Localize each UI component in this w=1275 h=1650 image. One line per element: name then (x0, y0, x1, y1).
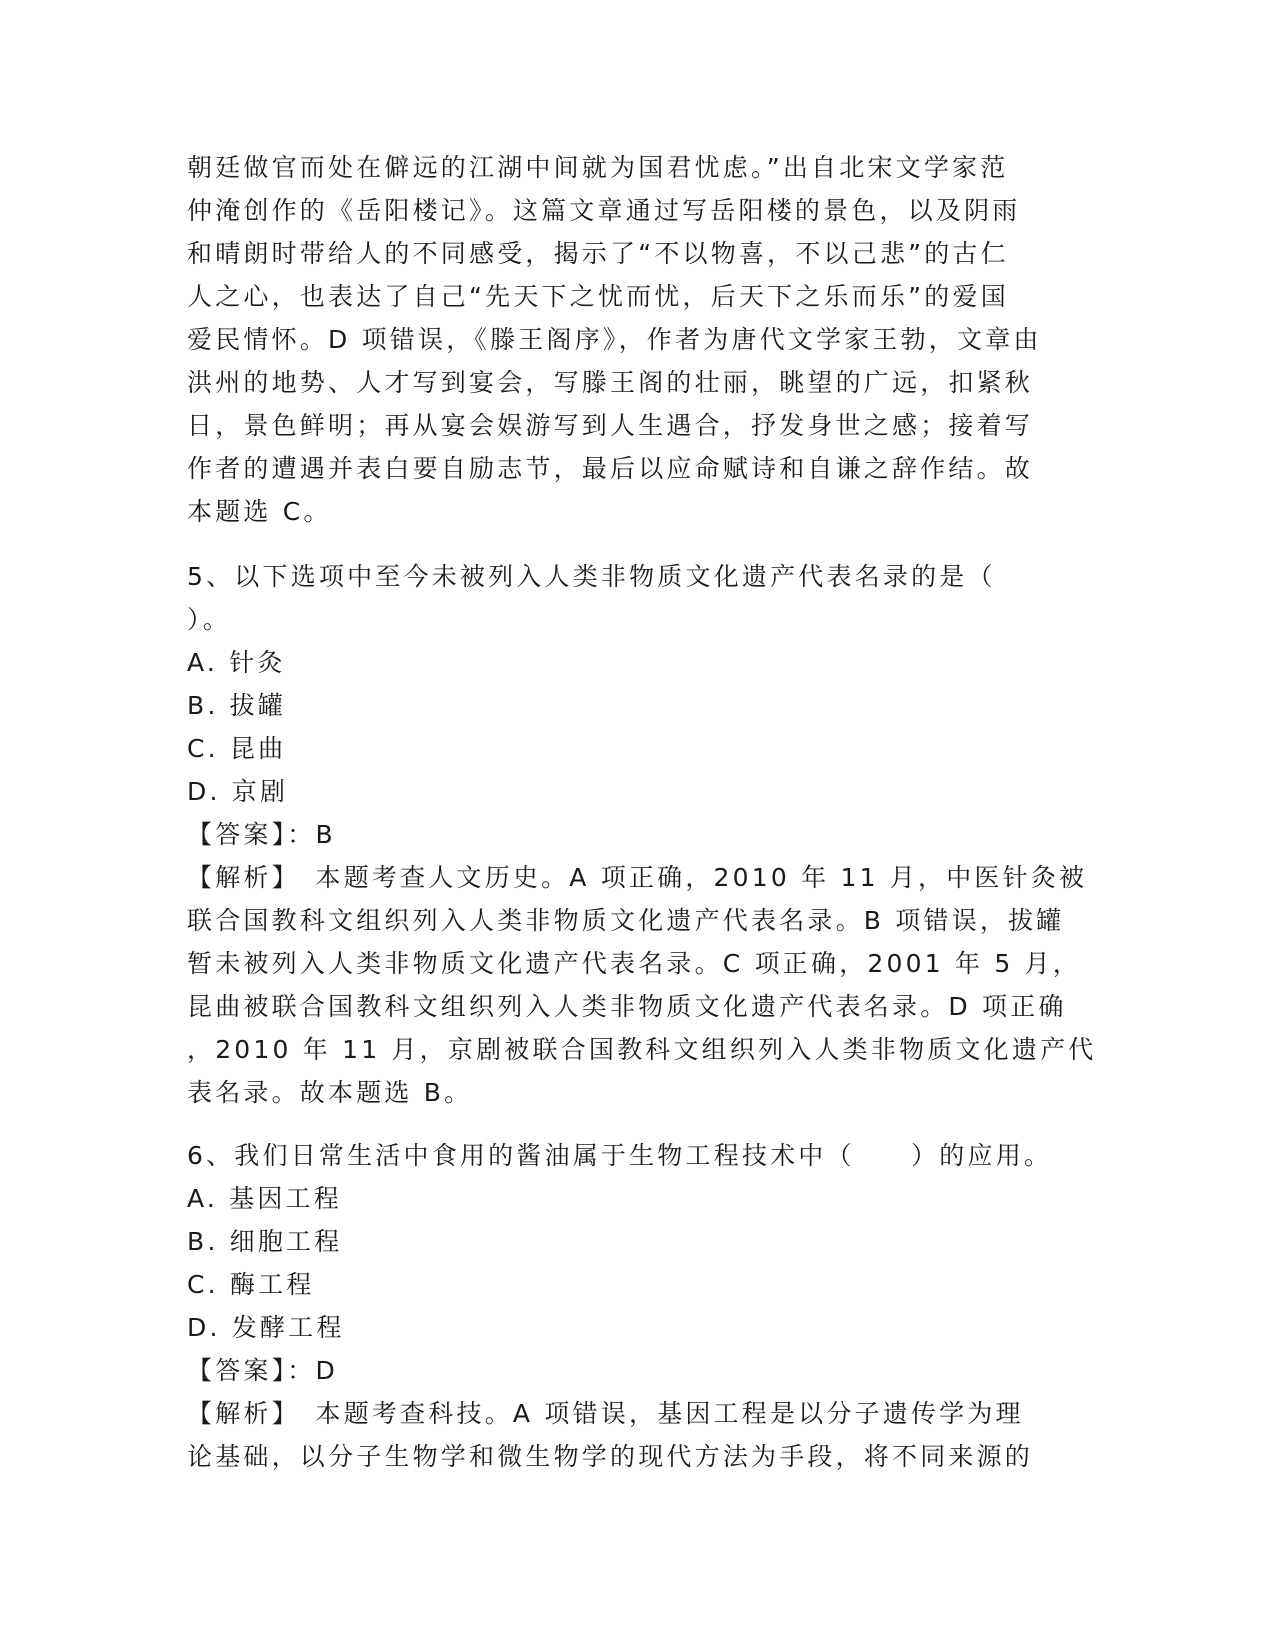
text-line: 日，景色鲜明；再从宴会娱游写到人生遇合，抒发身世之感；接着写 (187, 411, 1034, 440)
analysis-line: 表名录。故本题选 B。 (187, 1078, 473, 1107)
analysis-line: 【解析】 本题考查人文历史。A 项正确，2010 年 11 月，中医针灸被 (187, 863, 1088, 892)
analysis-line: 昆曲被联合国教科文组织列入人类非物质文化遗产代表名录。D 项正确 (187, 992, 1067, 1021)
text-line: 人之心，也表达了自己“先天下之忧而忧，后天下之乐而乐”的爱国 (187, 282, 1009, 311)
text-line: 朝廷做官而处在僻远的江湖中间就为国君忧虑。”出自北宋文学家范 (187, 153, 1009, 182)
text-line: 作者的遭遇并表白要自励志节，最后以应命赋诗和自谦之辞作结。故 (187, 454, 1034, 483)
option-d: D. 京剧 (187, 777, 289, 806)
option-d: D. 发酵工程 (187, 1313, 345, 1342)
text-line: 仲淹创作的《岳阳楼记》。这篇文章通过写岳阳楼的景色，以及阴雨 (187, 196, 1021, 225)
analysis-line: 暂未被列入人类非物质文化遗产代表名录。C 项正确，2001 年 5 月， (187, 949, 1081, 978)
question-6 (187, 1134, 1087, 1478)
previous-explanation (187, 146, 1087, 533)
document-page (187, 146, 1097, 1478)
analysis-line: ，2010 年 11 月，京剧被联合国教科文组织列入人类非物质文化遗产代 (187, 1035, 1097, 1064)
analysis-line: 论基础，以分子生物学和微生物学的现代方法为手段，将不同来源的 (187, 1442, 1034, 1471)
option-c: C. 酶工程 (187, 1270, 315, 1299)
option-b: B. 细胞工程 (187, 1227, 343, 1256)
option-a: A. 针灸 (187, 648, 286, 677)
spacer (187, 533, 1087, 555)
question-5 (187, 555, 1097, 1114)
question-stem: 5、以下选项中至今未被列入人类非物质文化遗产代表名录的是（ (187, 562, 996, 591)
text-line: 爱民情怀。D 项错误，《滕王阁序》，作者为唐代文学家王勃，文章由 (187, 325, 1042, 354)
analysis-line: 【解析】 本题考查科技。A 项错误，基因工程是以分子遗传学为理 (187, 1399, 1024, 1428)
text-line: 洪州的地势、人才写到宴会，写滕王阁的壮丽，眺望的广远，扣紧秋 (187, 368, 1034, 397)
analysis-line: 联合国教科文组织列入人类非物质文化遗产代表名录。B 项错误，拔罐 (187, 906, 1065, 935)
text-line: 本题选 C。 (187, 497, 332, 526)
option-b: B. 拔罐 (187, 691, 287, 720)
question-stem: ）。 (187, 605, 231, 634)
answer: 【答案】：B (187, 820, 336, 849)
spacer (187, 1114, 1087, 1134)
text-line: 和晴朗时带给人的不同感受，揭示了“不以物喜，不以己悲”的古仁 (187, 239, 1009, 268)
option-a: A. 基因工程 (187, 1184, 342, 1213)
question-stem: 6、我们日常生活中食用的酱油属于生物工程技术中（ ）的应用。 (187, 1141, 1053, 1170)
answer: 【答案】：D (187, 1356, 338, 1385)
option-c: C. 昆曲 (187, 734, 287, 763)
